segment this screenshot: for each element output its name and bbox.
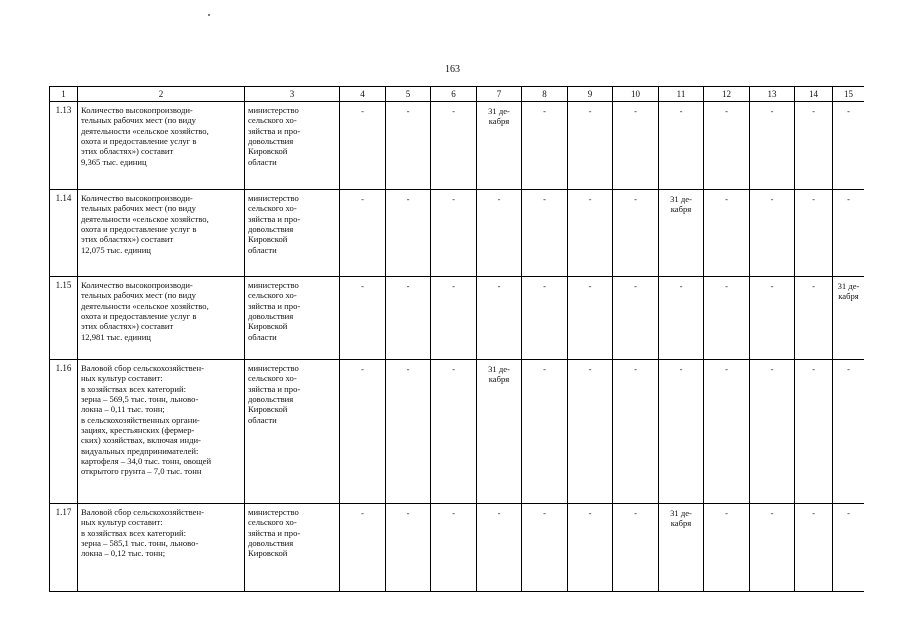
row-responsible: министерство сельского хо- зяйства и про- довольствия Кировской области bbox=[245, 190, 340, 277]
row-mark: - bbox=[386, 102, 431, 190]
row-mark: - bbox=[659, 360, 704, 504]
row-mark: - bbox=[522, 504, 568, 592]
row-mark: - bbox=[477, 190, 522, 277]
column-header: 14 bbox=[795, 87, 833, 102]
table-row bbox=[50, 190, 865, 277]
row-mark: - bbox=[386, 277, 431, 360]
row-mark: - bbox=[704, 360, 750, 504]
column-header: 15 bbox=[833, 87, 865, 102]
row-mark: - bbox=[568, 190, 613, 277]
row-mark: 31 де- кабря bbox=[833, 277, 865, 360]
row-mark: - bbox=[795, 360, 833, 504]
row-mark: - bbox=[431, 277, 477, 360]
row-mark: - bbox=[340, 360, 386, 504]
row-number: 1.16 bbox=[50, 360, 78, 504]
row-number: 1.14 bbox=[50, 190, 78, 277]
row-mark: - bbox=[750, 277, 795, 360]
row-mark: - bbox=[431, 360, 477, 504]
row-mark: 31 де- кабря bbox=[659, 190, 704, 277]
schedule-table bbox=[49, 86, 864, 592]
row-mark: - bbox=[431, 102, 477, 190]
row-mark: 31 де- кабря bbox=[477, 360, 522, 504]
table-row bbox=[50, 277, 865, 360]
row-mark: - bbox=[795, 277, 833, 360]
schedule-table-wrapper bbox=[49, 86, 864, 640]
table-row bbox=[50, 102, 865, 190]
column-header: 8 bbox=[522, 87, 568, 102]
row-mark: - bbox=[750, 360, 795, 504]
row-mark: - bbox=[795, 102, 833, 190]
row-mark: - bbox=[795, 504, 833, 592]
row-mark: - bbox=[704, 102, 750, 190]
row-mark: - bbox=[431, 190, 477, 277]
row-mark: - bbox=[522, 190, 568, 277]
column-header: 1 bbox=[50, 87, 78, 102]
row-mark: - bbox=[340, 102, 386, 190]
row-responsible: министерство сельского хо- зяйства и про- довольствия Кировской области bbox=[245, 360, 340, 504]
column-header: 4 bbox=[340, 87, 386, 102]
row-mark: - bbox=[477, 504, 522, 592]
column-header: 7 bbox=[477, 87, 522, 102]
table-header-row bbox=[50, 87, 865, 102]
row-mark: - bbox=[750, 504, 795, 592]
row-description: Валовой сбор сельскохозяйствен- ных культур составит: в хозяйствах всех категорий: зерна – 585,1 тыс. тонн, льново- локна – 0,12 тыс. тонн; bbox=[78, 504, 245, 592]
page-number: 163 bbox=[445, 64, 460, 75]
row-mark: - bbox=[340, 504, 386, 592]
row-mark: - bbox=[522, 360, 568, 504]
row-mark: - bbox=[833, 504, 865, 592]
row-mark: - bbox=[477, 277, 522, 360]
row-description: Валовой сбор сельскохозяйствен- ных культур составит: в хозяйствах всех категорий: зерна – 569,5 тыс. тонн, льново- локна – 0,11 тыс. тонн; в сельскохозяйственных органи- зациях, крестьянских (фермер- ских) хозяйствах, включая инди- видуальных предпринимателей: картофеля – 34,0 тыс. тонн, овощей открытого грунта – 7,0 тыс. тонн bbox=[78, 360, 245, 504]
column-header: 10 bbox=[613, 87, 659, 102]
row-mark: - bbox=[613, 190, 659, 277]
table-row bbox=[50, 360, 865, 504]
row-mark: - bbox=[613, 504, 659, 592]
column-header: 6 bbox=[431, 87, 477, 102]
row-mark: - bbox=[833, 190, 865, 277]
row-mark: - bbox=[750, 190, 795, 277]
scan-speck bbox=[208, 14, 210, 16]
row-responsible: министерство сельского хо- зяйства и про- довольствия Кировской области bbox=[245, 102, 340, 190]
column-header: 11 bbox=[659, 87, 704, 102]
row-mark: - bbox=[833, 360, 865, 504]
column-header: 13 bbox=[750, 87, 795, 102]
row-mark: - bbox=[795, 190, 833, 277]
row-mark: - bbox=[386, 360, 431, 504]
row-mark: - bbox=[833, 102, 865, 190]
row-mark: - bbox=[431, 504, 477, 592]
row-mark: 31 де- кабря bbox=[659, 504, 704, 592]
row-mark: - bbox=[704, 504, 750, 592]
row-mark: - bbox=[613, 277, 659, 360]
column-header: 2 bbox=[78, 87, 245, 102]
row-description: Количество высокопроизводи- тельных рабочих мест (по виду деятельности «сельское хозяйство, охота и предоставление услуг в этих областях») составит 12,075 тыс. единиц bbox=[78, 190, 245, 277]
row-mark: 31 де- кабря bbox=[477, 102, 522, 190]
column-header: 3 bbox=[245, 87, 340, 102]
row-mark: - bbox=[704, 190, 750, 277]
row-mark: - bbox=[568, 360, 613, 504]
column-header: 5 bbox=[386, 87, 431, 102]
row-mark: - bbox=[613, 102, 659, 190]
row-mark: - bbox=[340, 190, 386, 277]
row-description: Количество высокопроизводи- тельных рабочих мест (по виду деятельности «сельское хозяйство, охота и предоставление услуг в этих областях») составит 9,365 тыс. единиц bbox=[78, 102, 245, 190]
row-mark: - bbox=[522, 102, 568, 190]
row-number: 1.13 bbox=[50, 102, 78, 190]
row-mark: - bbox=[659, 102, 704, 190]
row-number: 1.15 bbox=[50, 277, 78, 360]
row-mark: - bbox=[386, 504, 431, 592]
row-mark: - bbox=[568, 504, 613, 592]
row-mark: - bbox=[704, 277, 750, 360]
row-number: 1.17 bbox=[50, 504, 78, 592]
row-mark: - bbox=[522, 277, 568, 360]
row-mark: - bbox=[750, 102, 795, 190]
row-description: Количество высокопроизводи- тельных рабочих мест (по виду деятельности «сельское хозяйство, охота и предоставление услуг в этих областях») составит 12,981 тыс. единиц bbox=[78, 277, 245, 360]
table-row bbox=[50, 504, 865, 592]
row-responsible: министерство сельского хо- зяйства и про- довольствия Кировской области bbox=[245, 277, 340, 360]
row-mark: - bbox=[659, 277, 704, 360]
row-mark: - bbox=[568, 102, 613, 190]
row-mark: - bbox=[568, 277, 613, 360]
row-mark: - bbox=[613, 360, 659, 504]
column-header: 9 bbox=[568, 87, 613, 102]
row-mark: - bbox=[340, 277, 386, 360]
row-responsible: министерство сельского хо- зяйства и про- довольствия Кировской bbox=[245, 504, 340, 592]
column-header: 12 bbox=[704, 87, 750, 102]
row-mark: - bbox=[386, 190, 431, 277]
